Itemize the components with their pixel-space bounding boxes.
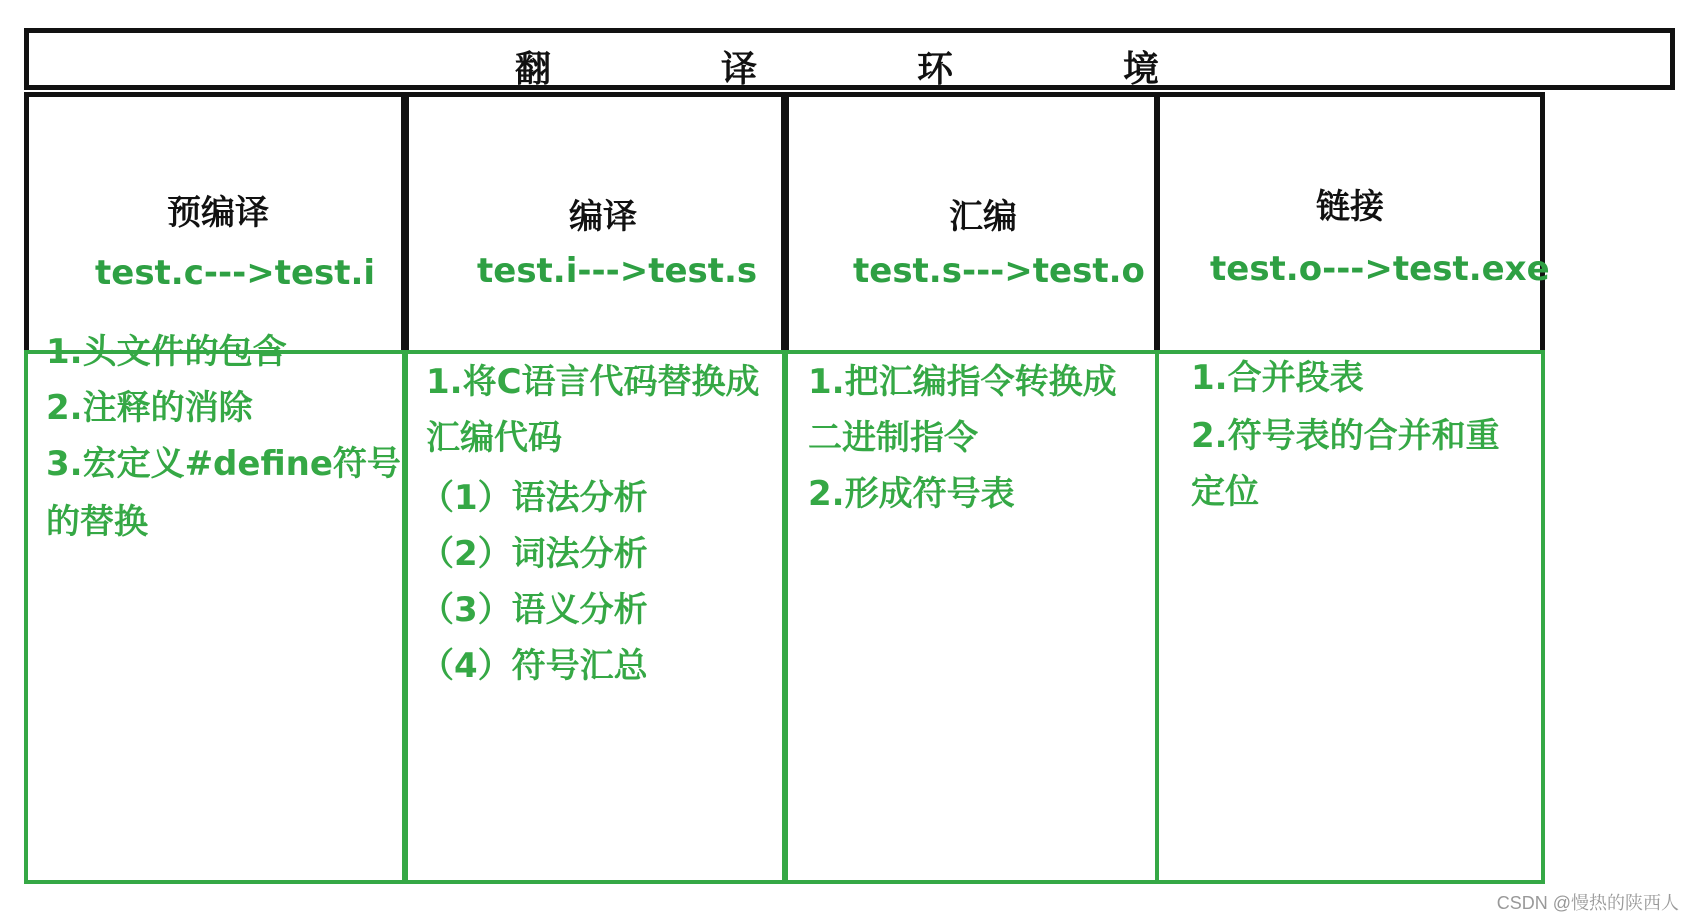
stage-name: 汇编: [949, 197, 1017, 237]
detail-line: 1.把汇编指令转换成: [808, 362, 1117, 402]
title-char: 译: [721, 49, 758, 90]
detail-line: 1.头文件的包含: [46, 332, 287, 372]
title-char: 环: [917, 49, 954, 90]
stage-detail-assemble: [784, 350, 1159, 884]
stage-detail-compile: [404, 350, 786, 884]
detail-line: 汇编代码: [426, 418, 562, 458]
stage-name: 预编译: [167, 193, 269, 233]
stage-files: test.s--->test.o: [853, 251, 1145, 291]
title-char: 翻: [515, 49, 552, 90]
detail-line: 1.将C语言代码替换成: [426, 362, 760, 402]
stage-files: test.i--->test.s: [477, 251, 758, 291]
detail-line: 二进制指令: [808, 418, 978, 458]
detail-line: 2.符号表的合并和重: [1191, 416, 1500, 456]
detail-line: （4）符号汇总: [420, 646, 648, 686]
stage-header-assemble: [784, 92, 1159, 352]
stage-detail-preprocess: [24, 332, 406, 884]
stage-header-compile: [404, 92, 786, 352]
stage-header-link: [1155, 92, 1550, 352]
detail-line: 2.形成符号表: [808, 474, 1015, 514]
title-char: 境: [1123, 49, 1160, 90]
detail-line: 1.合并段表: [1191, 358, 1364, 398]
stage-files: test.c--->test.i: [95, 253, 376, 293]
detail-line: 定位: [1191, 472, 1259, 512]
stage-files: test.o--->test.exe: [1210, 249, 1550, 289]
stage-header-preprocess: [24, 92, 406, 352]
stage-header-row: [24, 92, 1675, 352]
stage-name: 链接: [1316, 187, 1384, 227]
detail-line: 的替换: [46, 502, 148, 542]
detail-line: （2）词法分析: [420, 534, 648, 574]
stage-name: 编译: [569, 197, 637, 237]
stage-detail-row: [24, 332, 1675, 884]
detail-line: （1）语法分析: [420, 478, 648, 518]
stage-detail-link: [1155, 350, 1545, 884]
detail-line: 3.宏定义#define符号: [46, 444, 401, 484]
detail-line: 2.注释的消除: [46, 388, 253, 428]
detail-line: （3）语义分析: [420, 590, 648, 630]
title-bar: [24, 28, 1675, 90]
watermark: CSDN @慢热的陕西人: [1496, 893, 1679, 913]
